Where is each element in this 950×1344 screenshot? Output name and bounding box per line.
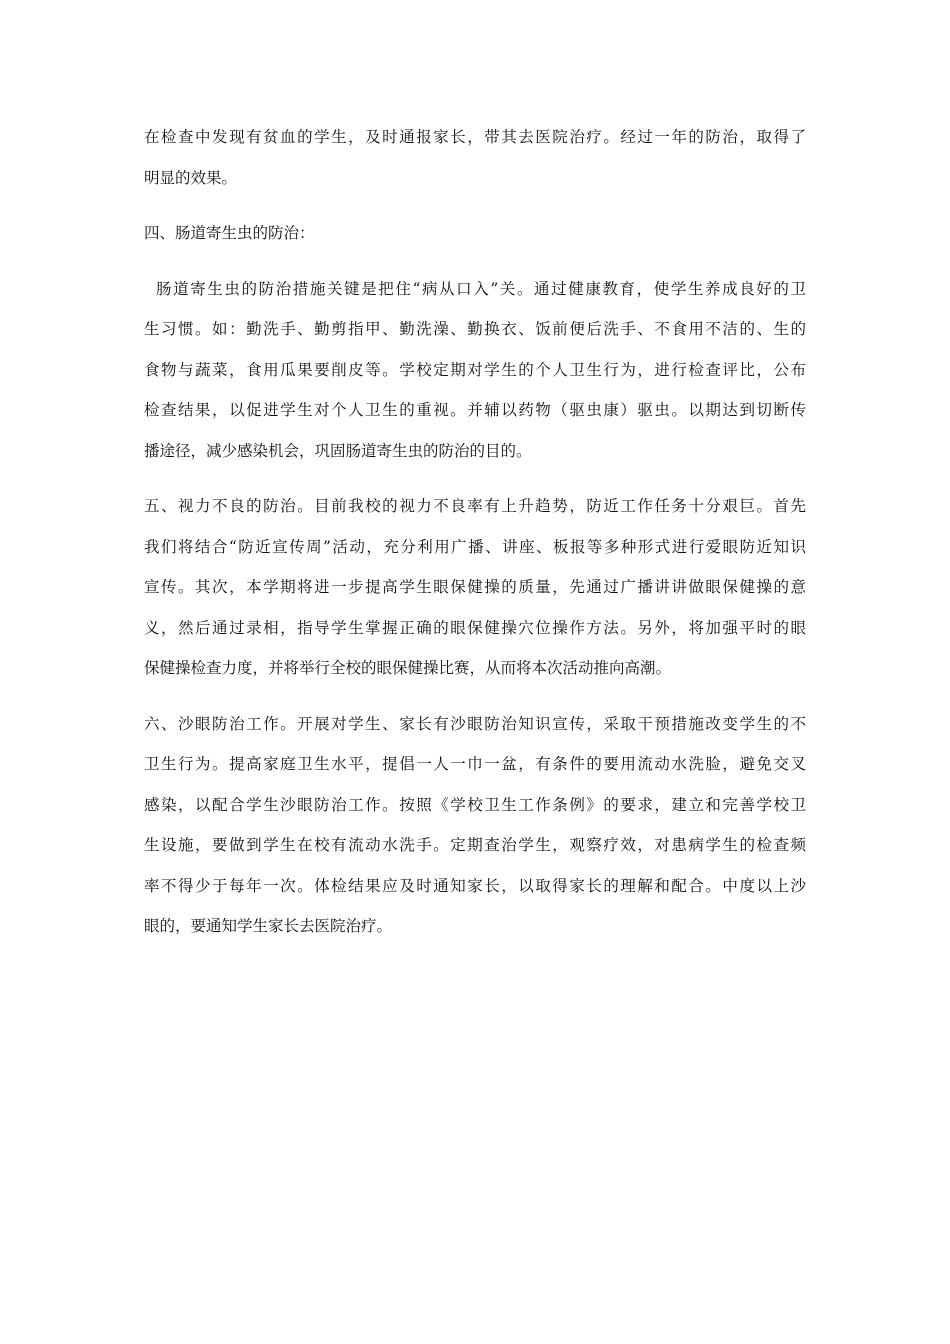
text-line: 义，然后通过录相，指导学生掌握正确的眼保健操穴位操作方法。另外，将加强平时的眼 bbox=[144, 618, 806, 637]
paragraph-anemia-result bbox=[144, 117, 806, 198]
text-line: 率不得少于每年一次。体检结果应及时通知家长，以取得家长的理解和配合。中度以上沙 bbox=[144, 876, 806, 895]
text-line: 保健操检查力度，并将举行全校的眼保健操比赛，从而将本次活动推向高潮。 bbox=[144, 659, 672, 677]
paragraph-vision-prevention bbox=[144, 486, 806, 689]
text-line: 眼的，要通知学生家长去医院治疗。 bbox=[144, 917, 393, 935]
text-line: 食物与蔬菜，食用瓜果要削皮等。学校定期对学生的个人卫生行为，进行检查评比，公布 bbox=[144, 360, 806, 379]
paragraph-trachoma-prevention bbox=[144, 704, 806, 947]
text-line: 在检查中发现有贫血的学生，及时通报家长，带其去医院治疗。经过一年的防治，取得了 bbox=[144, 128, 806, 146]
paragraph-intestinal-parasites bbox=[144, 269, 806, 472]
text-line: 四、肠道寄生虫的防治： bbox=[144, 224, 315, 242]
text-line: 明显的效果。 bbox=[144, 168, 238, 187]
text-line: 检查结果，以促进学生对个人卫生的重视。并辅以药物（驱虫康）驱虫。以期达到切断传 bbox=[144, 401, 806, 419]
text-line: 肠道寄生虫的防治措施关键是把住“病从口入”关。通过健康教育，使学生养成良好的卫 bbox=[156, 279, 806, 298]
text-line: 感染，以配合学生沙眼防治工作。按照《学校卫生工作条例》的要求，建立和完善学校卫 bbox=[144, 795, 806, 814]
text-line: 卫生行为。提高家庭卫生水平，提倡一人一巾一盆，有条件的要用流动水洗脸，避免交叉 bbox=[144, 755, 806, 773]
text-line: 生习惯。如：勤洗手、勤剪指甲、勤洗澡、勤换衣、饭前便后洗手、不食用不洁的、生的 bbox=[144, 320, 806, 338]
text-line: 五、视力不良的防治。目前我校的视力不良率有上升趋势，防近工作任务十分艰巨。首先 bbox=[144, 497, 806, 515]
document-body bbox=[144, 117, 806, 947]
text-line: 生设施，要做到学生在校有流动水洗手。定期查治学生，观察疗效，对患病学生的检查频 bbox=[144, 836, 806, 854]
text-line: 宣传。其次，本学期将进一步提高学生眼保健操的质量，先通过广播讲讲做眼保健操的意 bbox=[144, 578, 806, 596]
text-line: 播途径，减少感染机会，巩固肠道寄生虫的防治的目的。 bbox=[144, 441, 532, 460]
heading-intestinal-parasites bbox=[144, 213, 806, 254]
text-line: 六、沙眼防治工作。开展对学生、家长有沙眼防治知识宣传，采取干预措施改变学生的不 bbox=[144, 714, 806, 733]
text-line: 我们将结合“防近宣传周”活动，充分利用广播、讲座、板报等多种形式进行爱眼防近知识 bbox=[144, 537, 806, 556]
